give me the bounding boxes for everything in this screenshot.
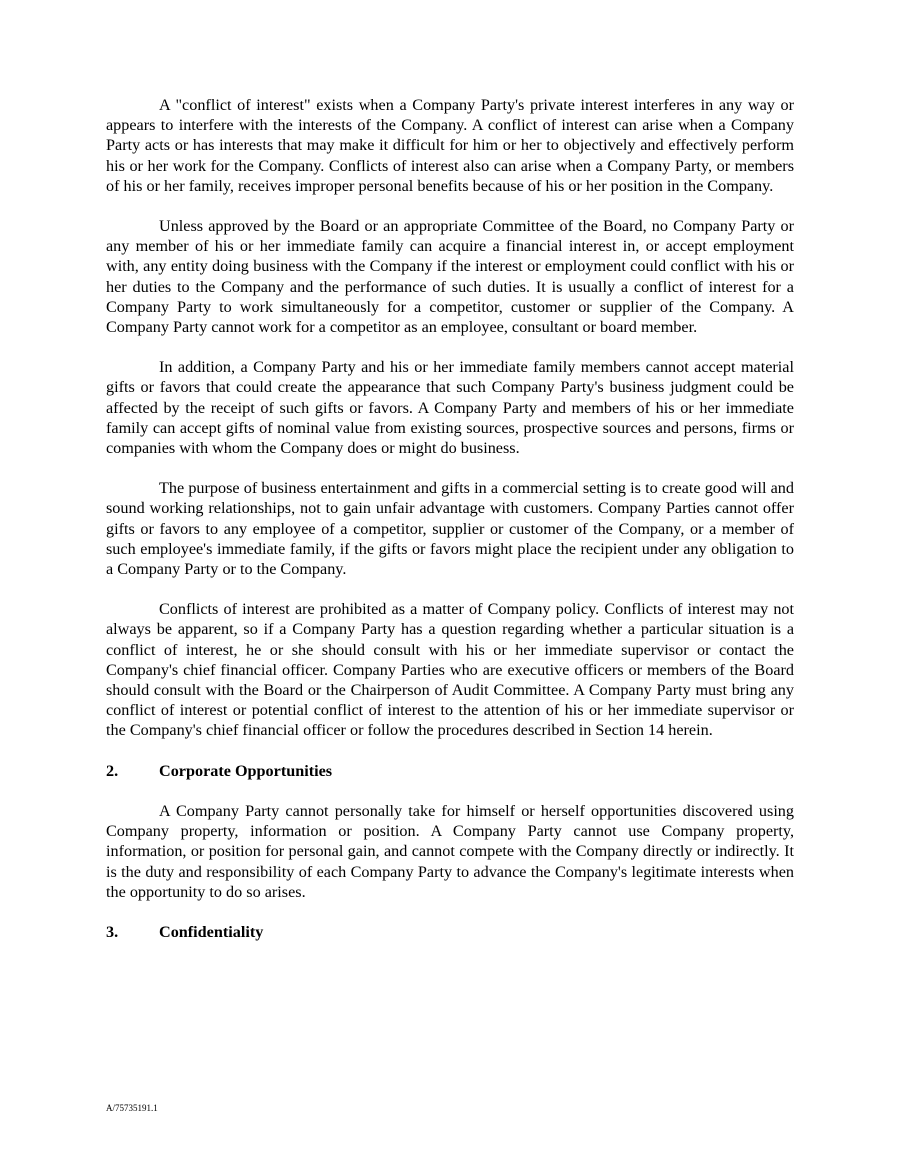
section-title: Corporate Opportunities: [159, 761, 333, 780]
section-number: 2.: [106, 761, 119, 780]
section-title: Confidentiality: [159, 922, 264, 941]
section-heading-confidentiality: [106, 922, 794, 942]
section-heading-corporate-opportunities: [106, 761, 794, 781]
document-footer-id: A/75735191.1: [106, 1103, 158, 1113]
paragraph-conflict-definition: A "conflict of interest" exists when a Company Party's private interest interferes in any way or appears to interfere with the interests of the Company. A conflict of interest can arise when a Company Party acts or has interests that may make it difficult for him or her to objectively and effectively perform his or her work for the Company. Conflicts of interest also can arise when a Company Party, or members of his or her family, receives improper personal benefits because of his or her position in the Company.: [106, 96, 794, 195]
paragraph-business-entertainment: The purpose of business entertainment and gifts in a commercial setting is to create good will and sound working relationships, not to gain unfair advantage with customers. Company Parties cannot offer gifts or favors to any employee of a competitor, supplier or customer of the Company, or a member of such employee's immediate family, if the gifts or favors might place the recipient under any obligation to a Company Party or to the Company.: [106, 479, 794, 579]
paragraph-conflicts-prohibited: Conflicts of interest are prohibited as a matter of Company policy. Conflicts of interest may not always be apparent, so if a Company Party has a question regarding whether a particular situation is a conflict of interest, he or she should consult with his or her immediate supervisor or contact the Company's chief financial officer. Company Parties who are executive officers or members of the Board should consult with the Board or the Chairperson of Audit Committee. A Company Party must bring any conflict of interest or potential conflict of interest to the attention of his or her immediate supervisor or the Company's chief financial officer or follow the procedures described in Section 14 herein.: [106, 600, 794, 740]
document-page: [106, 95, 794, 962]
paragraph-corporate-opportunities: A Company Party cannot personally take for himself or herself opportunities discovered using Company property, information or position. A Company Party cannot use Company property, information, or position for personal gain, and cannot compete with the Company directly or indirectly. It is the duty and responsibility of each Company Party to advance the Company's legitimate interests when the opportunity to do so arises.: [106, 801, 794, 901]
paragraph-board-approval: Unless approved by the Board or an appropriate Committee of the Board, no Company Party or any member of his or her immediate family can acquire a financial interest in, or accept employment with, any entity doing business with the Company if the interest or employment could conflict with his or her duties to the Company and the performance of such duties. It is usually a conflict of interest for a Company Party to work simultaneously for a competitor, customer or supplier of the Company. A Company Party cannot work for a competitor as an employee, consultant or board member.: [106, 217, 794, 337]
paragraph-gifts-favors: In addition, a Company Party and his or her immediate family members cannot accept material gifts or favors that could create the appearance that such Company Party's business judgment could be affected by the receipt of such gifts or favors. A Company Party and members of his or her immediate family can accept gifts of nominal value from existing sources, prospective sources and persons, firms or companies with whom the Company does or might do business.: [106, 358, 794, 458]
section-number: 3.: [106, 922, 119, 941]
